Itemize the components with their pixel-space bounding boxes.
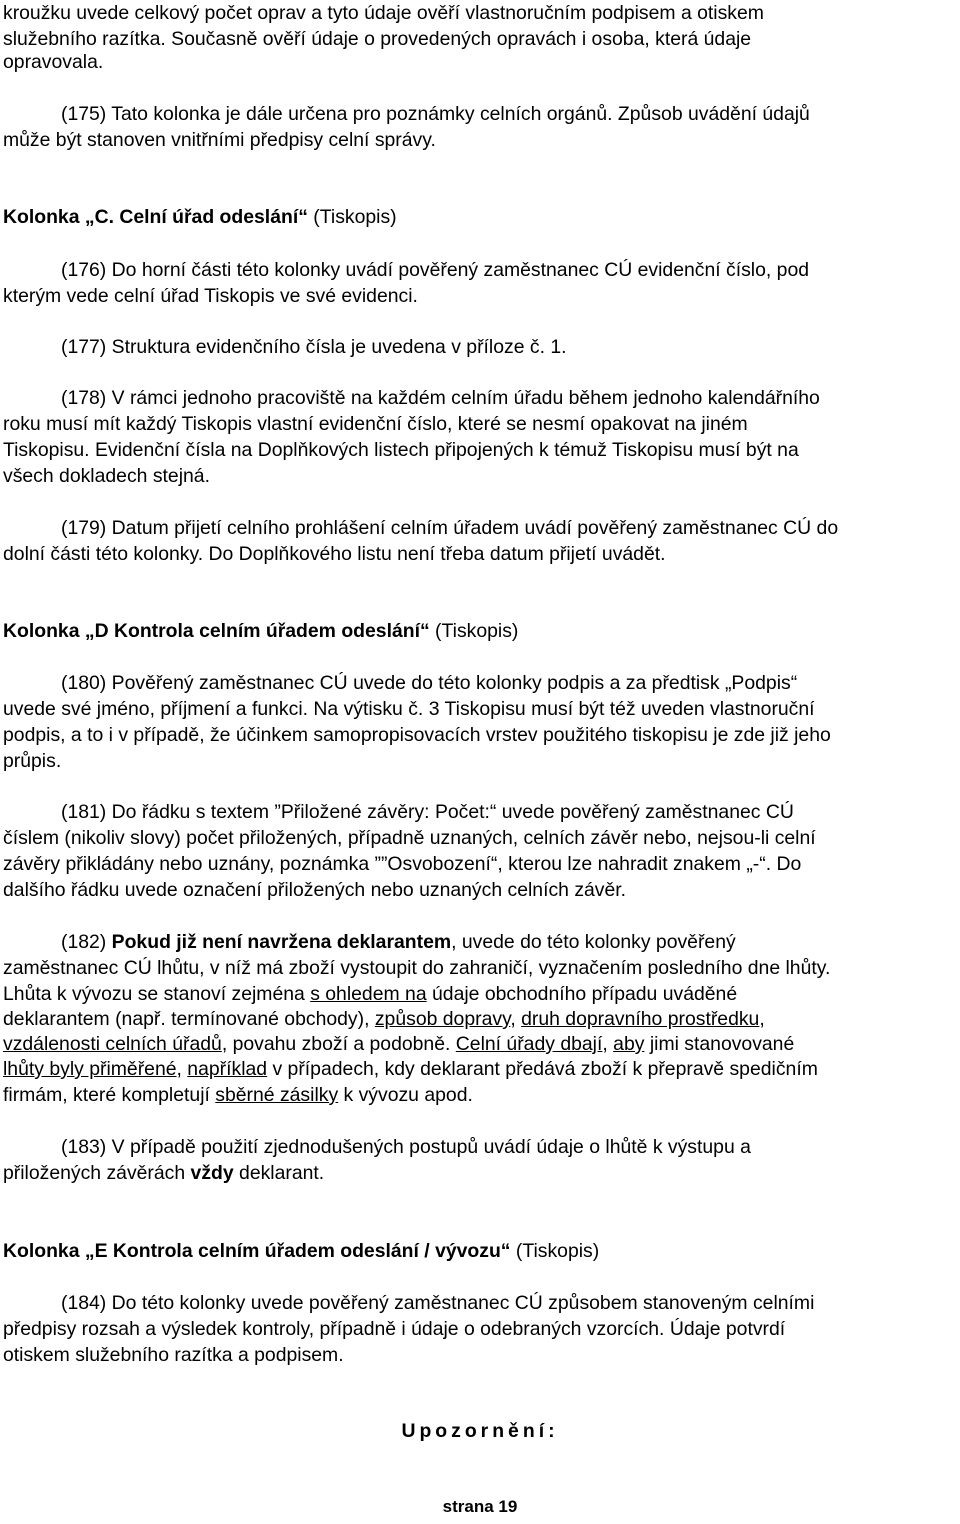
paragraph-181: (181) Do řádku s textem ”Přiložené závěry: Počet:“ uvede pověřený zaměstnanec CÚ bbox=[61, 801, 794, 823]
underlined-text: Celní úřady dbají bbox=[455, 1033, 603, 1055]
text-line: kterým vede celní úřad Tiskopis ve své evidenci. bbox=[3, 285, 418, 307]
text-span: přiložených závěrách bbox=[3, 1162, 191, 1184]
heading-note: (Tiskopis) bbox=[307, 206, 397, 228]
warning-heading: Upozornění: bbox=[401, 1420, 559, 1442]
text-span: jimi stanovované bbox=[644, 1033, 795, 1055]
bold-text: Pokud již není navržena deklarantem bbox=[111, 931, 452, 953]
text-span: , povahu zboží a podobně. bbox=[221, 1033, 456, 1055]
text-line: dalšího řádku uvede označení přiložených nebo uznaných celních závěr. bbox=[3, 879, 627, 901]
text-line: roku musí mít každý Tiskopis vlastní evidenční číslo, které se nesmí opakovat na jiném bbox=[3, 413, 748, 435]
text-line bbox=[3, 981, 737, 1007]
text-line: Tiskopisu. Evidenční čísla na Doplňkových listech připojených k témuž Tiskopisu musí být na bbox=[3, 439, 799, 461]
text-span: firmám, které kompletují bbox=[3, 1084, 216, 1106]
heading-note: (Tiskopis) bbox=[510, 1240, 600, 1262]
text-span: deklarant. bbox=[233, 1162, 325, 1184]
text-line: otiskem služebního razítka a podpisem. bbox=[3, 1344, 344, 1366]
text-span: , bbox=[510, 1008, 522, 1030]
paragraph-178: (178) V rámci jednoho pracoviště na každém celním úřadu během jednoho kalendářního bbox=[61, 387, 820, 409]
heading-title: Kolonka „C. Celní úřad odeslání“ bbox=[3, 206, 308, 228]
underlined-text: druh dopravního prostředku bbox=[521, 1008, 760, 1030]
paragraph-179: (179) Datum přijetí celního prohlášení celním úřadem uvádí pověřený zaměstnanec CÚ do bbox=[61, 517, 839, 539]
text-line: předpisy rozsah a výsledek kontroly, případně i údaje o odebraných vzorcích. Údaje potvrdí bbox=[3, 1318, 786, 1340]
text-line bbox=[3, 1082, 473, 1108]
text-span: k vývozu apod. bbox=[338, 1084, 473, 1106]
text-line bbox=[3, 1031, 794, 1057]
section-heading-d bbox=[3, 618, 518, 644]
underlined-text: sběrné zásilky bbox=[215, 1084, 339, 1106]
bold-text: vždy bbox=[190, 1162, 234, 1184]
text-line: dolní části této kolonky. Do Doplňkového listu není třeba datum přijetí uvádět. bbox=[3, 543, 666, 565]
text-line bbox=[3, 1160, 324, 1186]
text-line: závěry přikládány nebo uznány, poznámka ””Osvobození“, kterou lze nahradit znakem „-“. Do bbox=[3, 853, 802, 875]
text-line: číslem (nikoliv slovy) počet přiložených, případně uznaných, celních závěr nebo, nejsou-li celní bbox=[3, 827, 816, 849]
text-line: může být stanoven vnitřními předpisy celní správy. bbox=[3, 129, 436, 151]
paragraph-183: (183) V případě použití zjednodušených postupů uvádí údaje o lhůtě k výstupu a bbox=[61, 1136, 751, 1158]
text-span: (182) bbox=[61, 931, 112, 953]
text-line: uvede své jméno, příjmení a funkci. Na výtisku č. 3 Tiskopisu musí být též uveden vlastnoruční bbox=[3, 698, 815, 720]
text-line: všech dokladech stejná. bbox=[3, 465, 210, 487]
text-line bbox=[3, 1006, 765, 1032]
text-line: zaměstnanec CÚ lhůtu, v níž má zboží vystoupit do zahraničí, vyznačením posledního dne lhůty. bbox=[3, 957, 831, 979]
heading-title: Kolonka „D Kontrola celním úřadem odeslání“ bbox=[3, 620, 430, 642]
paragraph-180: (180) Pověřený zaměstnanec CÚ uvede do této kolonky podpis a za předtisk „Podpis“ bbox=[61, 672, 798, 694]
underlined-text: aby bbox=[613, 1033, 645, 1055]
text-line: služebního razítka. Současně ověří údaje o provedených opravách i osoba, která údaje bbox=[3, 28, 752, 50]
underlined-text: lhůty byly přiměřené bbox=[3, 1058, 177, 1080]
text-span: Lhůta k vývozu se stanoví zejména bbox=[3, 983, 311, 1005]
paragraph-176: (176) Do horní části této kolonky uvádí pověřený zaměstnanec CÚ evidenční číslo, pod bbox=[61, 259, 810, 281]
heading-title: Kolonka „E Kontrola celním úřadem odeslání / vývozu“ bbox=[3, 1240, 511, 1262]
text-line: kroužku uvede celkový počet oprav a tyto údaje ověří vlastnoručním podpisem a otiskem bbox=[3, 2, 764, 24]
text-span: údaje obchodního případu uváděné bbox=[426, 983, 738, 1005]
text-line: podpis, a to i v případě, že účinkem samopropisovacích vrstev použitého tiskopisu je zde již jeho bbox=[3, 724, 831, 746]
text-line: opravovala. bbox=[3, 51, 104, 73]
section-heading-c bbox=[3, 204, 397, 230]
text-span: deklarantem (např. termínované obchody), bbox=[3, 1008, 375, 1030]
text-span: , bbox=[602, 1033, 614, 1055]
text-line: průpis. bbox=[3, 750, 62, 772]
text-span: , bbox=[759, 1008, 765, 1030]
underlined-text: například bbox=[187, 1058, 268, 1080]
paragraph-182 bbox=[61, 929, 736, 955]
paragraph-175: (175) Tato kolonka je dále určena pro poznámky celních orgánů. Způsob uvádění údajů bbox=[61, 103, 810, 125]
underlined-text: vzdálenosti celních úřadů bbox=[3, 1033, 222, 1055]
underlined-text: způsob dopravy bbox=[374, 1008, 511, 1030]
paragraph-177: (177) Struktura evidenčního čísla je uvedena v příloze č. 1. bbox=[61, 336, 567, 358]
page-number: strana 19 bbox=[442, 1497, 518, 1516]
text-span: , bbox=[176, 1058, 188, 1080]
underlined-text: s ohledem na bbox=[310, 983, 427, 1005]
heading-note: (Tiskopis) bbox=[429, 620, 519, 642]
text-span: v případech, kdy deklarant předává zboží k přepravě spedičním bbox=[267, 1058, 818, 1080]
paragraph-184: (184) Do této kolonky uvede pověřený zaměstnanec CÚ způsobem stanoveným celními bbox=[61, 1292, 815, 1314]
section-heading-e bbox=[3, 1238, 599, 1264]
text-line bbox=[3, 1056, 818, 1082]
text-span: , uvede do této kolonky pověřený bbox=[451, 931, 736, 953]
